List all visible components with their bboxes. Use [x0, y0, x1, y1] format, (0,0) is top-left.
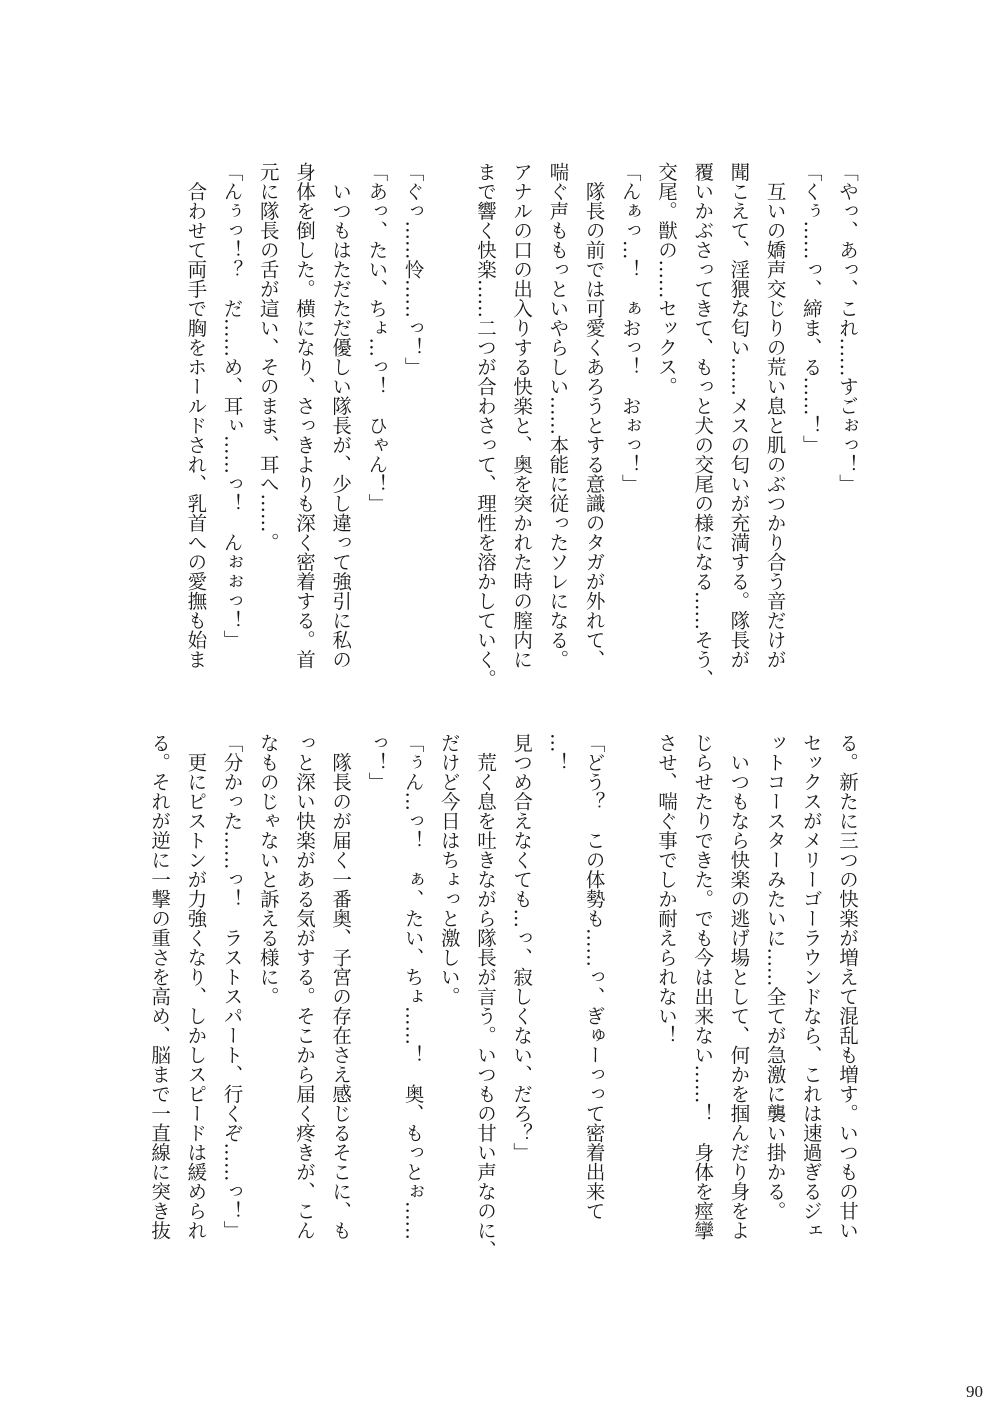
text-line: 「やっ、あっ、これ……すごぉっ！」	[836, 162, 859, 494]
text-line: 「分かった……っ！ ラストスパート、行くぞ……っ！」	[220, 733, 244, 1240]
text-line: 「ぐっ……怜……っ！」	[401, 162, 425, 377]
text-line: 元に隊長の舌が這い、そのまま、耳へ……。	[256, 162, 280, 552]
text-line: っ！」	[365, 733, 389, 792]
text-line: 隊長の前では可愛くあろうとする意識のタガが外れて、	[582, 162, 606, 669]
text-line: 見つめ合えなくても…っ、寂しくない、だろ？」	[510, 733, 534, 1162]
text-line: 聞こえて、淫猥な匂い……メスの匂いが充満する。隊長が	[727, 162, 751, 669]
text-line: る。新たに三つの快楽が増えて混乱も増す。いつもの甘い	[836, 733, 859, 1240]
text-line: 「くぅ……っ、締ま、る……！」	[799, 162, 823, 455]
text-line: …！	[546, 733, 570, 772]
text-line: アナルの口の出入りする快楽と、奥を突かれた時の膣内に	[510, 162, 534, 669]
text-line: ットコースターみたいに……全てが急激に襲い掛かる。	[763, 733, 787, 1221]
text-line: 「んぅっ！？ だ……め、耳ぃ……っ！ んぉぉっ！」	[220, 162, 244, 650]
text-line: 交尾。獣の……セックス。	[654, 162, 678, 396]
text-line	[612, 733, 648, 1298]
text-line: 身体を倒した。横になり、さっきよりも深く密着する。首	[292, 162, 316, 669]
text-line	[431, 162, 467, 710]
text-line: いつもなら快楽の逃げ場として、何かを掴んだり身をよ	[727, 733, 751, 1240]
text-line: じらせたりできた。でも今は出来ない……！ 身体を痙攣	[691, 733, 715, 1240]
text-line: 互いの嬌声交じりの荒い息と肌のぶつかり合う音だけが	[763, 162, 787, 669]
text-line: 覆いかぶさってきて、もっと犬の交尾の様になる……そう、	[691, 162, 715, 689]
text-line: なものじゃないと訴える様に。	[256, 733, 280, 1006]
text-line: 更にピストンが力強くなり、しかしスピードは緩められ	[184, 733, 208, 1240]
text-line: 合わせて両手で胸をホールドされ、乳首への愛撫も始ま	[184, 162, 208, 669]
text-line: る。それが逆に一撃の重さを高め、脳まで一直線に突き抜	[148, 733, 172, 1240]
text-line: 「どう？ この体勢も……っ、ぎゅーっって密着出来て	[582, 733, 606, 1221]
lower-text-block	[148, 733, 865, 1298]
text-line: 「んぁっ…！ ぁおっ！ おぉっ！」	[618, 162, 642, 494]
upper-text-block	[184, 162, 865, 710]
text-line: まで響く快楽……二つが合わさって、理性を溶かしていく。	[473, 162, 497, 689]
page-number: 90	[966, 1382, 983, 1401]
text-line: 荒く息を吐きながら隊長が言う。いつもの甘い声なのに、	[473, 733, 497, 1260]
text-line: いつもはただただ優しい隊長が、少し違って強引に私の	[329, 162, 353, 669]
text-line: っと深い快楽がある気がする。そこから届く疼きが、こん	[292, 733, 316, 1240]
text-line: させ、喘ぐ事でしか耐えられない！	[654, 733, 678, 1045]
text-line: だけど今日はちょっと激しい。	[437, 733, 461, 1006]
text-line: 隊長のが届く一番奥、子宮の存在さえ感じるそこに、も	[329, 733, 353, 1240]
text-line: セックスがメリーゴーラウンドなら、これは速過ぎるジェ	[799, 733, 823, 1240]
text-line: 喘ぐ声ももっといやらしい……本能に従ったソレになる。	[546, 162, 570, 669]
text-line: 「あっ、たい、ちょ…っ！ ひゃん！」	[365, 162, 389, 513]
text-line: 「ぅん…っ！ ぁ、たい、ちょ……！ 奥、もっとぉ……	[401, 733, 425, 1240]
